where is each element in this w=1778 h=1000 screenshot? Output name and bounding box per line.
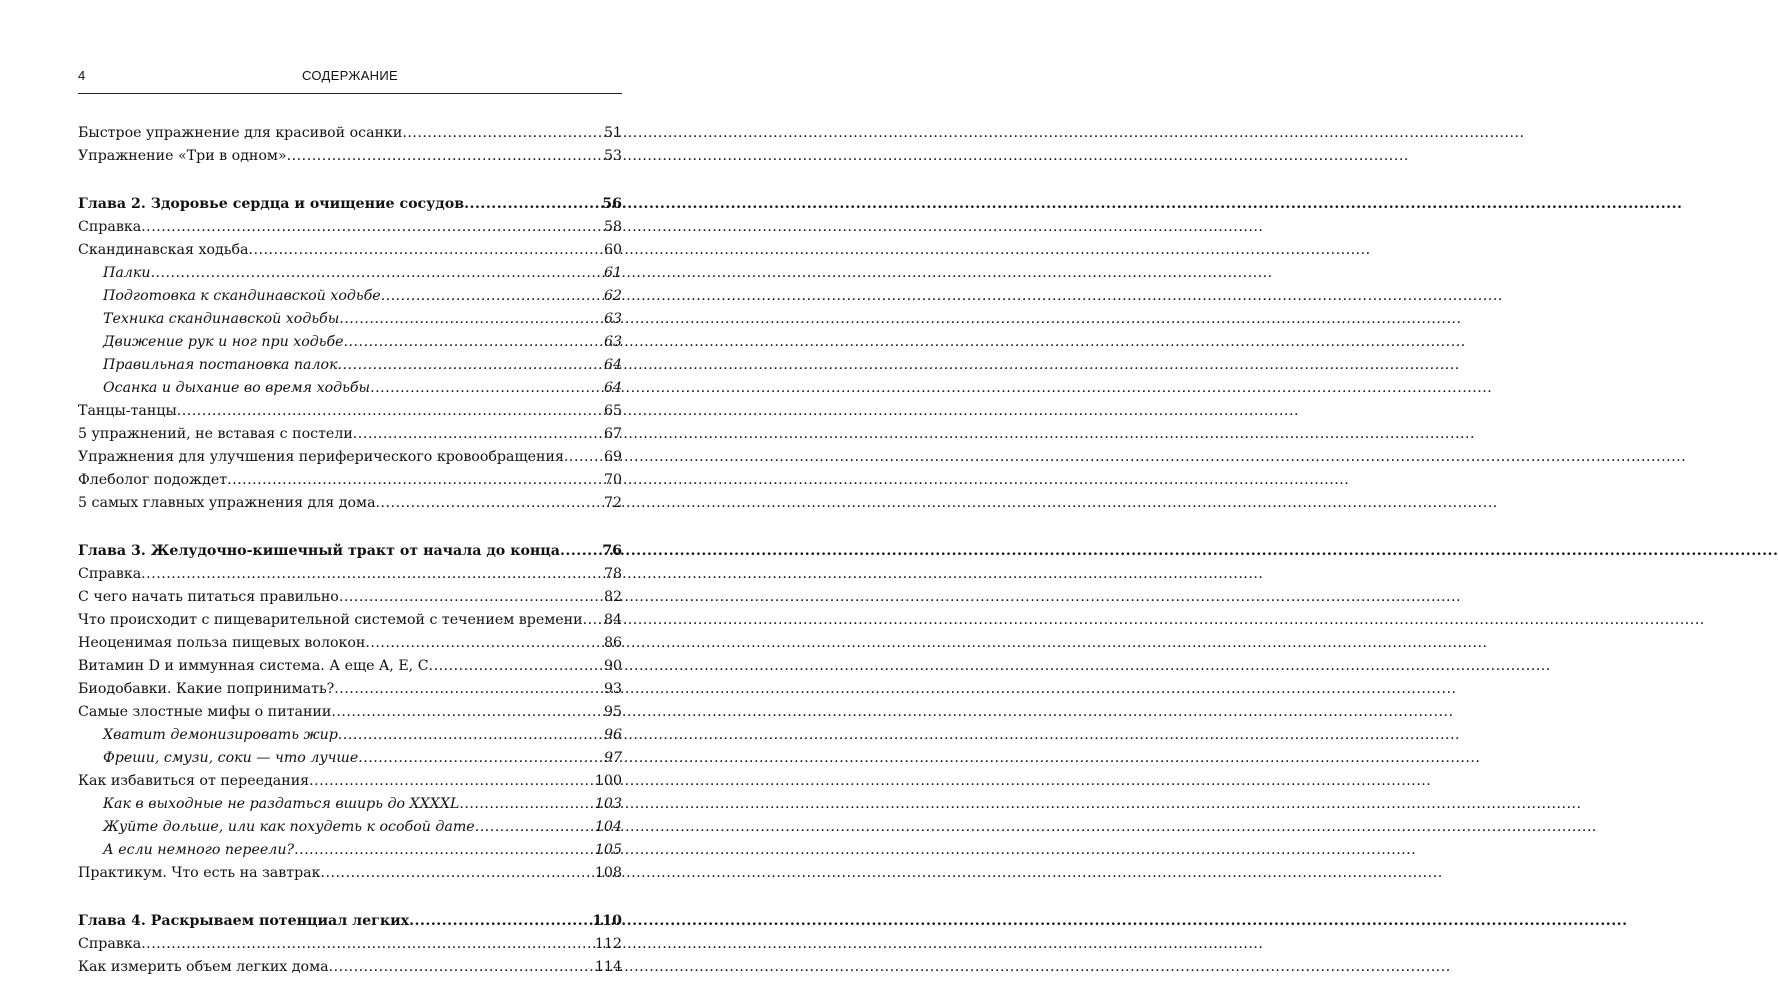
toc-entry bbox=[78, 770, 622, 793]
dot-leader bbox=[409, 910, 592, 933]
toc-title: Самые злостные мифы о питании bbox=[78, 704, 332, 720]
toc-chapter bbox=[78, 193, 622, 216]
toc-chapter bbox=[78, 910, 622, 933]
toc-page-number: 104 bbox=[594, 819, 622, 835]
dot-leader bbox=[464, 193, 602, 216]
toc-title: Как в выходные не раздаться вширь до XXXXL bbox=[103, 796, 460, 812]
dot-leader bbox=[141, 563, 604, 586]
toc-title: Правильная постановка палок bbox=[103, 357, 338, 373]
toc-page-number: 60 bbox=[603, 242, 622, 258]
header-rule bbox=[78, 93, 622, 94]
toc-page-number: 78 bbox=[603, 566, 622, 582]
toc-page-number: 63 bbox=[603, 334, 622, 350]
toc-page-number: 100 bbox=[594, 773, 622, 789]
toc-page-number: 64 bbox=[603, 357, 622, 373]
toc-title: Скандинавская ходьба bbox=[78, 242, 249, 258]
toc-subentry bbox=[78, 816, 622, 839]
toc-title: Техника скандинавской ходьбы bbox=[103, 311, 340, 327]
dot-leader bbox=[150, 262, 603, 285]
toc-subentry bbox=[78, 724, 622, 747]
toc-subentry bbox=[78, 285, 622, 308]
toc-page-number: 72 bbox=[603, 495, 622, 511]
toc-page-number: 105 bbox=[594, 842, 622, 858]
toc-entry bbox=[78, 216, 622, 239]
toc-title: 5 самых главных упражнения для дома bbox=[78, 495, 376, 511]
toc-page-number: 90 bbox=[603, 658, 622, 674]
toc-title: А если немного переели? bbox=[103, 842, 295, 858]
toc-page-number: 82 bbox=[603, 589, 622, 605]
toc-title: 5 упражнений, не вставая с постели bbox=[78, 426, 353, 442]
toc-entry bbox=[78, 956, 622, 979]
toc-subentry bbox=[78, 377, 622, 400]
dot-leader bbox=[365, 632, 604, 655]
dot-leader bbox=[338, 724, 604, 747]
toc-page-number: 84 bbox=[603, 612, 622, 628]
dot-leader bbox=[344, 331, 604, 354]
toc-entry bbox=[78, 122, 622, 145]
dot-leader bbox=[358, 747, 604, 770]
dot-leader bbox=[227, 469, 604, 492]
toc-title: Как измерить объем легких дома bbox=[78, 959, 329, 975]
toc-title: Витамин D и иммунная система. А еще A, E, C bbox=[78, 658, 429, 674]
dot-leader bbox=[560, 540, 602, 563]
dot-leader bbox=[339, 308, 604, 331]
toc-title: Фреши, смузи, соки — что лучше bbox=[103, 750, 359, 766]
toc-page-number: 69 bbox=[603, 449, 622, 465]
toc-title: Осанка и дыхание во время ходьбы bbox=[103, 380, 371, 396]
toc-entry bbox=[78, 701, 622, 724]
dot-leader bbox=[338, 354, 604, 377]
toc-title: Движение рук и ног при ходьбе bbox=[103, 334, 344, 350]
toc-page-number: 86 bbox=[603, 635, 622, 651]
dot-leader bbox=[402, 122, 604, 145]
toc-page-number: 70 bbox=[603, 472, 622, 488]
section-gap bbox=[78, 168, 622, 193]
dot-leader bbox=[177, 400, 604, 423]
dot-leader bbox=[321, 862, 595, 885]
toc-title: Жуйте дольше, или как похудеть к особой дате bbox=[103, 819, 475, 835]
toc-title: Биодобавки. Какие попринимать? bbox=[78, 681, 335, 697]
toc-entry bbox=[78, 563, 622, 586]
toc-title: Практикум. Что есть на завтрак bbox=[78, 865, 321, 881]
toc-entry bbox=[78, 145, 622, 168]
toc-subentry bbox=[78, 354, 622, 377]
dot-leader bbox=[287, 145, 604, 168]
toc-title: Неоценимая польза пищевых волокон bbox=[78, 635, 366, 651]
toc-subentry bbox=[78, 262, 622, 285]
toc-entry bbox=[78, 609, 622, 632]
toc-page-number: 76 bbox=[602, 543, 622, 559]
toc-page-number: 63 bbox=[603, 311, 622, 327]
toc-page-number: 110 bbox=[592, 913, 622, 929]
toc-title: Как избавиться от переедания bbox=[78, 773, 310, 789]
dot-leader bbox=[564, 446, 604, 469]
dot-leader bbox=[429, 655, 604, 678]
toc-page-number: 64 bbox=[603, 380, 622, 396]
toc-title: Флеболог подождет bbox=[78, 472, 228, 488]
toc-entry bbox=[78, 239, 622, 262]
toc-title: Хватит демонизировать жир bbox=[103, 727, 338, 743]
toc-entry bbox=[78, 423, 622, 446]
dot-leader bbox=[309, 770, 595, 793]
dot-leader bbox=[334, 678, 604, 701]
dot-leader bbox=[370, 377, 604, 400]
page-number: 4 bbox=[78, 68, 86, 83]
toc-page-number: 103 bbox=[594, 796, 622, 812]
toc-title: Палки bbox=[103, 265, 151, 281]
toc-page-number: 93 bbox=[603, 681, 622, 697]
toc-entry bbox=[78, 469, 622, 492]
toc-entry bbox=[78, 655, 622, 678]
toc-page-number: 65 bbox=[603, 403, 622, 419]
toc-title: Что происходит с пищеварительной системой с течением времени bbox=[78, 612, 583, 628]
toc-entry bbox=[78, 632, 622, 655]
running-title: СОДЕРЖАНИЕ bbox=[301, 68, 398, 83]
toc-title: С чего начать питаться правильно bbox=[78, 589, 339, 605]
toc-subentry bbox=[78, 331, 622, 354]
toc-page-number: 51 bbox=[603, 125, 622, 141]
toc-page-number: 67 bbox=[603, 426, 622, 442]
toc-page-number: 53 bbox=[603, 148, 622, 164]
dot-leader bbox=[248, 239, 603, 262]
toc-page-number: 56 bbox=[602, 196, 622, 212]
toc-title: Быстрое упражнение для красивой осанки bbox=[78, 125, 403, 141]
toc-title: Справка bbox=[78, 566, 142, 582]
section-gap bbox=[78, 885, 622, 910]
toc-subentry bbox=[78, 308, 622, 331]
toc-title: Подготовка к скандинавской ходьбе bbox=[103, 288, 381, 304]
toc-entry bbox=[78, 678, 622, 701]
dot-leader bbox=[353, 423, 604, 446]
dot-leader bbox=[583, 609, 604, 632]
dot-leader bbox=[381, 285, 604, 308]
toc-entry bbox=[78, 492, 622, 515]
table-of-contents bbox=[78, 122, 622, 979]
section-gap bbox=[78, 515, 622, 540]
dot-leader bbox=[339, 586, 604, 609]
toc-subentry bbox=[78, 839, 622, 862]
toc-entry bbox=[78, 933, 622, 956]
toc-page-number: 108 bbox=[594, 865, 622, 881]
toc-page-number: 112 bbox=[594, 936, 622, 952]
toc-page-number: 96 bbox=[603, 727, 622, 743]
toc-chapter bbox=[78, 540, 622, 563]
dot-leader bbox=[141, 933, 595, 956]
toc-page-number: 61 bbox=[603, 265, 622, 281]
toc-page-number: 62 bbox=[603, 288, 622, 304]
toc-title: Глава 3. Желудочно-кишечный тракт от начала до конца bbox=[78, 543, 560, 559]
toc-title: Упражнения для улучшения периферического кровообращения bbox=[78, 449, 564, 465]
toc-title: Упражнение «Три в одном» bbox=[78, 148, 287, 164]
dot-leader bbox=[376, 492, 604, 515]
dot-leader bbox=[459, 793, 595, 816]
toc-title: Глава 4. Раскрываем потенциал легких bbox=[78, 913, 410, 929]
toc-entry bbox=[78, 400, 622, 423]
toc-entry bbox=[78, 586, 622, 609]
toc-entry bbox=[78, 862, 622, 885]
toc-title: Глава 2. Здоровье сердца и очищение сосудов bbox=[78, 196, 465, 212]
dot-leader bbox=[331, 701, 604, 724]
toc-title: Справка bbox=[78, 936, 142, 952]
toc-title: Справка bbox=[78, 219, 142, 235]
toc-page-number: 97 bbox=[603, 750, 622, 766]
running-header bbox=[78, 68, 622, 94]
toc-page-number: 58 bbox=[603, 219, 622, 235]
dot-leader bbox=[141, 216, 604, 239]
toc-title: Танцы-танцы bbox=[78, 403, 177, 419]
dot-leader bbox=[294, 839, 595, 862]
dot-leader bbox=[475, 816, 595, 839]
toc-entry bbox=[78, 446, 622, 469]
toc-subentry bbox=[78, 793, 622, 816]
dot-leader bbox=[329, 956, 595, 979]
toc-page-number: 95 bbox=[603, 704, 622, 720]
toc-subentry bbox=[78, 747, 622, 770]
toc-page-number: 114 bbox=[594, 959, 622, 975]
